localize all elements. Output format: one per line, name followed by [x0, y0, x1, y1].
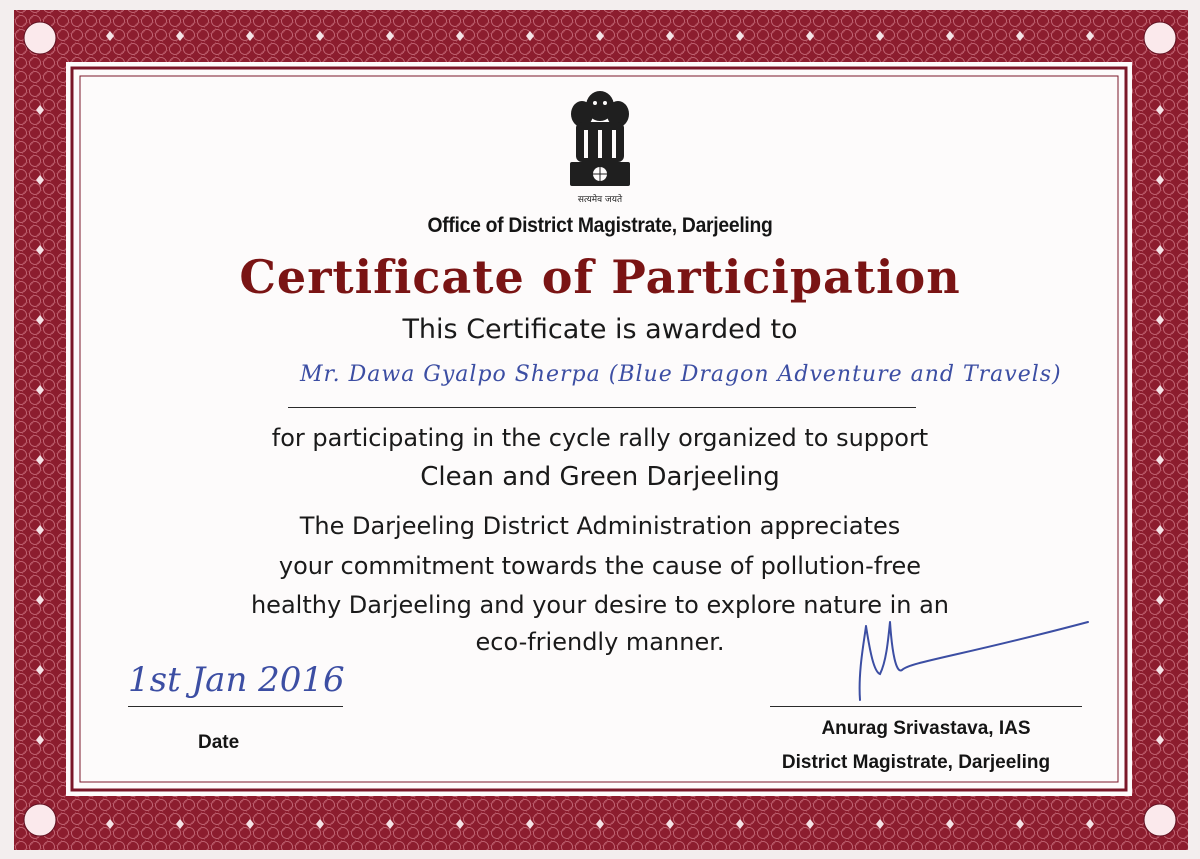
recipient-name: Mr. Dawa Gyalpo Sherpa (Blue Dragon Adventure and Travels): [300, 362, 1062, 387]
date-handwritten: 1st Jan 2016: [128, 660, 345, 700]
appreciation-line-3: healthy Darjeeling and your desire to explore nature in an: [250, 591, 950, 619]
cause-line: Clean and Green Darjeeling: [420, 462, 780, 492]
appreciation-line-4: eco-friendly manner.: [475, 628, 725, 656]
office-heading: Office of District Magistrate, Darjeeling: [427, 214, 773, 237]
signature-underline: [770, 706, 1082, 707]
emblem-motto: सत्यमेव जयते: [577, 195, 623, 205]
recipient-underline: [288, 407, 916, 408]
signature-scribble: [840, 612, 1100, 708]
certificate-title: Certificate of Participation: [239, 250, 961, 304]
participation-line: for participating in the cycle rally organized to support: [271, 424, 929, 452]
national-emblem-icon: [560, 84, 640, 194]
date-label: Date: [198, 732, 240, 753]
signatory-name: Anurag Srivastava, IAS: [821, 718, 1031, 739]
appreciation-line-1: The Darjeeling District Administration appreciates: [299, 512, 901, 540]
signatory-designation: District Magistrate, Darjeeling: [781, 752, 1051, 773]
date-underline: [128, 706, 343, 707]
appreciation-line-2: your commitment towards the cause of pollution-free: [278, 552, 922, 580]
awarded-line: This Certificate is awarded to: [402, 314, 798, 345]
